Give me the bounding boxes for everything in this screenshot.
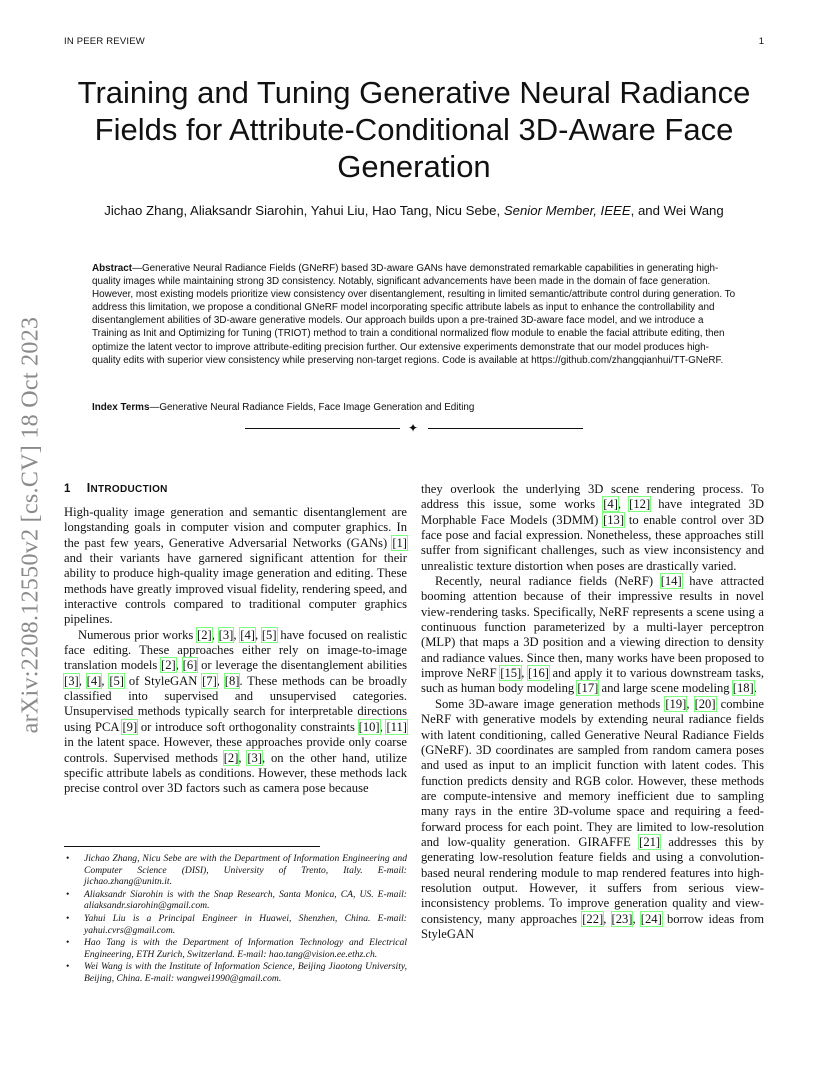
citation-link[interactable]: [7] [202,673,217,688]
abstract [92,262,737,367]
citation-link[interactable]: [3] [64,673,79,688]
index-terms-text: —Generative Neural Radiance Fields, Face Image Generation and Editing [149,402,475,413]
section-title-rest: NTRODUCTION [90,484,168,495]
citation-link[interactable]: [21] [639,834,661,849]
divider-diamond-icon: ✦ [408,421,419,435]
citation-link[interactable]: [5] [261,627,277,642]
intro-paragraph-4: Recently, neural radiance fields (NeRF) [14] have attracted booming attention because of their impressive results in novel view-rendering tasks. Specifically, NeRF represents a scene using a continuous function parameterized by a multi-layer perceptron (MLP) that maps a 3D position and a viewing direction to density and radiance values. Since then, many works have been proposed to improve NeRF [15], [16] and apply it to various downstream tasks, such as human body modeling [17] and large scene modeling [18]. [421,574,765,696]
intro-paragraph-1: High-quality image generation and semantic disentanglement are longstanding goals in computer vision and computer graphics. In the past few years, Generative Adversarial Networks (GANs) [1] and their variants have garnered significant attention for their ability to produce high-quality image generation and editing. These methods have greatly improved visual fidelity, rendering speed, and interactive controls compared to traditional computer graphics pipelines. [64,505,407,627]
index-terms-label: Index Terms [92,402,150,413]
paper-title: Training and Tuning Generative Neural Radiance Fields for Attribute-Conditional 3D-Aware Face Generation [77,75,751,184]
citation-link[interactable]: [4] [86,673,102,688]
abstract-divider-right [428,428,583,429]
author-footnotes [64,853,407,986]
arxiv-stamp [8,290,54,760]
abstract-text: —Generative Neural Radiance Fields (GNeRF) based 3D-aware GANs have demonstrated remarkable capabilities in generating high-quality images while maintaining strong 3D consistency. Notably, significant advancements have been made in the domain of face generation. However, most existing models prioritize view consistency over disentanglement, resulting in limited semantic/attribute control during generation. To address this limitation, we propose a conditional GNeRF model incorporating specific attribute labels as input to enhance the controllability and disentanglement abilities of 3D-aware generative models. Our approach builds upon a pre-trained 3D-aware face model, and we introduce a Training as Init and Optimizing for Tuning (TRIOT) method to train a conditional normalized flow module to enable the facial attribute editing, then optimize the latent vector to improve attribute-editing precision further. Our extensive experiments demonstrate that our model produces high-quality edits with superior view consistency while preserving non-target regions. Code is available at https://github.com/zhangqianhui/TT-GNeRF. [92,263,736,366]
footnote-rule [64,846,320,847]
footnote-item: • Wei Wang is with the Institute of Information Science, Beijing Jiaotong University, Beijing, China. E-mail: wangwei1990@gmail.com. [64,961,407,984]
citation-link[interactable]: [5] [109,673,124,688]
citation-link[interactable]: [1] [392,535,407,550]
index-terms [92,401,737,414]
abstract-divider-left [245,428,400,429]
citation-link[interactable]: [24] [640,911,662,926]
footnote-item: • Aliaksandr Siarohin is with the Snap Research, Santa Monica, CA, US. E-mail: aliaksandr.siarohin@gmail.com. [64,889,407,912]
author-list [64,203,764,218]
citation-link[interactable]: [14] [660,574,682,589]
citation-link[interactable]: [4] [240,627,255,642]
arxiv-stamp-text[interactable]: arXiv:2208.12550v2 [cs.CV] 18 Oct 2023 [17,316,44,734]
citation-link[interactable]: [13] [603,512,625,527]
citation-link[interactable]: [22] [582,911,604,926]
citation-link[interactable]: [15] [500,666,522,681]
citation-link[interactable]: [18] [732,681,754,696]
author-membership: Senior Member, IEEE [503,203,631,218]
author-last: , and Wei Wang [630,203,724,218]
intro-paragraph-2: Numerous prior works [2], [3], [4], [5] have focused on realistic face editing. These approaches either rely on image-to-image translation models [2], [6] or leverage the disentanglement abilities [3], [4], [5] of StyleGAN [7], [8]. These methods can be broadly classified into supervised and unsupervised categories. Unsupervised methods typically search for interpretable directions using PCA [9] or introduce soft orthogonality constraints [10], [11] in the latent space. However, these approaches provide only coarse controls. Supervised methods [2], [3], on the other hand, utilize specific attribute labels as conditions. However, these methods lack precise control over 3D factors such as camera pose because [64,627,408,796]
page-number: 1 [758,36,764,47]
citation-link[interactable]: [2] [223,750,239,765]
citation-link[interactable]: [8] [224,673,240,688]
citation-link[interactable]: [23] [611,911,633,926]
right-column [421,482,764,942]
citation-link[interactable]: [2] [161,658,176,673]
citation-link[interactable]: [3] [218,627,234,642]
author-names: Jichao Zhang, Aliaksandr Siarohin, Yahui Liu, Hao Tang, Nicu Sebe, [104,203,501,218]
footnote-item: • Hao Tang is with the Department of Information Technology and Electrical Engineering, ETH Zurich, Switzerland. E-mail: hao.tang@vision.ee.ethz.ch. [64,937,407,960]
citation-link[interactable]: [6] [182,658,198,673]
citation-link[interactable]: [11] [386,719,407,734]
citation-link[interactable]: [9] [122,719,138,734]
citation-link[interactable]: [19] [665,696,687,711]
citation-link[interactable]: [4] [603,497,618,512]
citation-link[interactable]: [10] [358,719,380,734]
citation-link[interactable]: [3] [247,750,263,765]
footnote-item: • Yahui Liu is a Principal Engineer in Huawei, Shenzhen, China. E-mail: yahui.cvrs@gmail.com. [64,913,407,936]
abstract-label: Abstract [92,263,133,274]
citation-link[interactable]: [16] [527,666,549,681]
footnote-item: • Jichao Zhang, Nicu Sebe are with the Department of Information Engineering and Computer Science (DISI), University of Trento, Italy. E-mail: jichao.zhang@unitn.it. [64,853,407,888]
intro-paragraph-3: they overlook the underlying 3D scene rendering process. To address this issue, some works [4], [12] have integrated 3D Morphable Face Models (3DMM) [13] to enable control over 3D face pose and facial expression. Nonetheless, these approaches still suffer from significant challenges, such as view inconsistency and unrealistic texture distortion when poses are drastically varied. [421,482,764,573]
intro-paragraph-5: Some 3D-aware image generation methods [19], [20] combine NeRF with generative models by extending neural radiance fields with latent conditioning, called Generative Neural Radiance Fields (GNeRF). 3D coordinates are sampled from random camera poses and used as input to an implicit function with latent codes. This function predicts density and RGB color. However, these methods are compute-intensive and memory inefficient due to sampling many rays in the entire 3D-volume space and requiring a feed-forward process for each point. They are limited to low-resolution and low-quality generation. GIRAFFE [21] addresses this by generating low-resolution feature fields and using a convolution-based neural rendering module to map rendered features into high-resolution output. However, it suffers from serious view-inconsistency problems. To improve generation quality and view-consistency, many approaches [22], [23], [24] borrow ideas from StyleGAN [421,696,765,941]
citation-link[interactable]: [12] [629,497,651,512]
citation-link[interactable]: [17] [577,681,599,696]
section-number: 1 [64,483,71,495]
left-column [64,505,407,797]
section-title-initial: I [86,481,91,495]
citation-link[interactable]: [20] [694,696,716,711]
citation-link[interactable]: [2] [197,627,212,642]
running-header: IN PEER REVIEW [64,36,145,47]
section-heading [64,481,168,495]
